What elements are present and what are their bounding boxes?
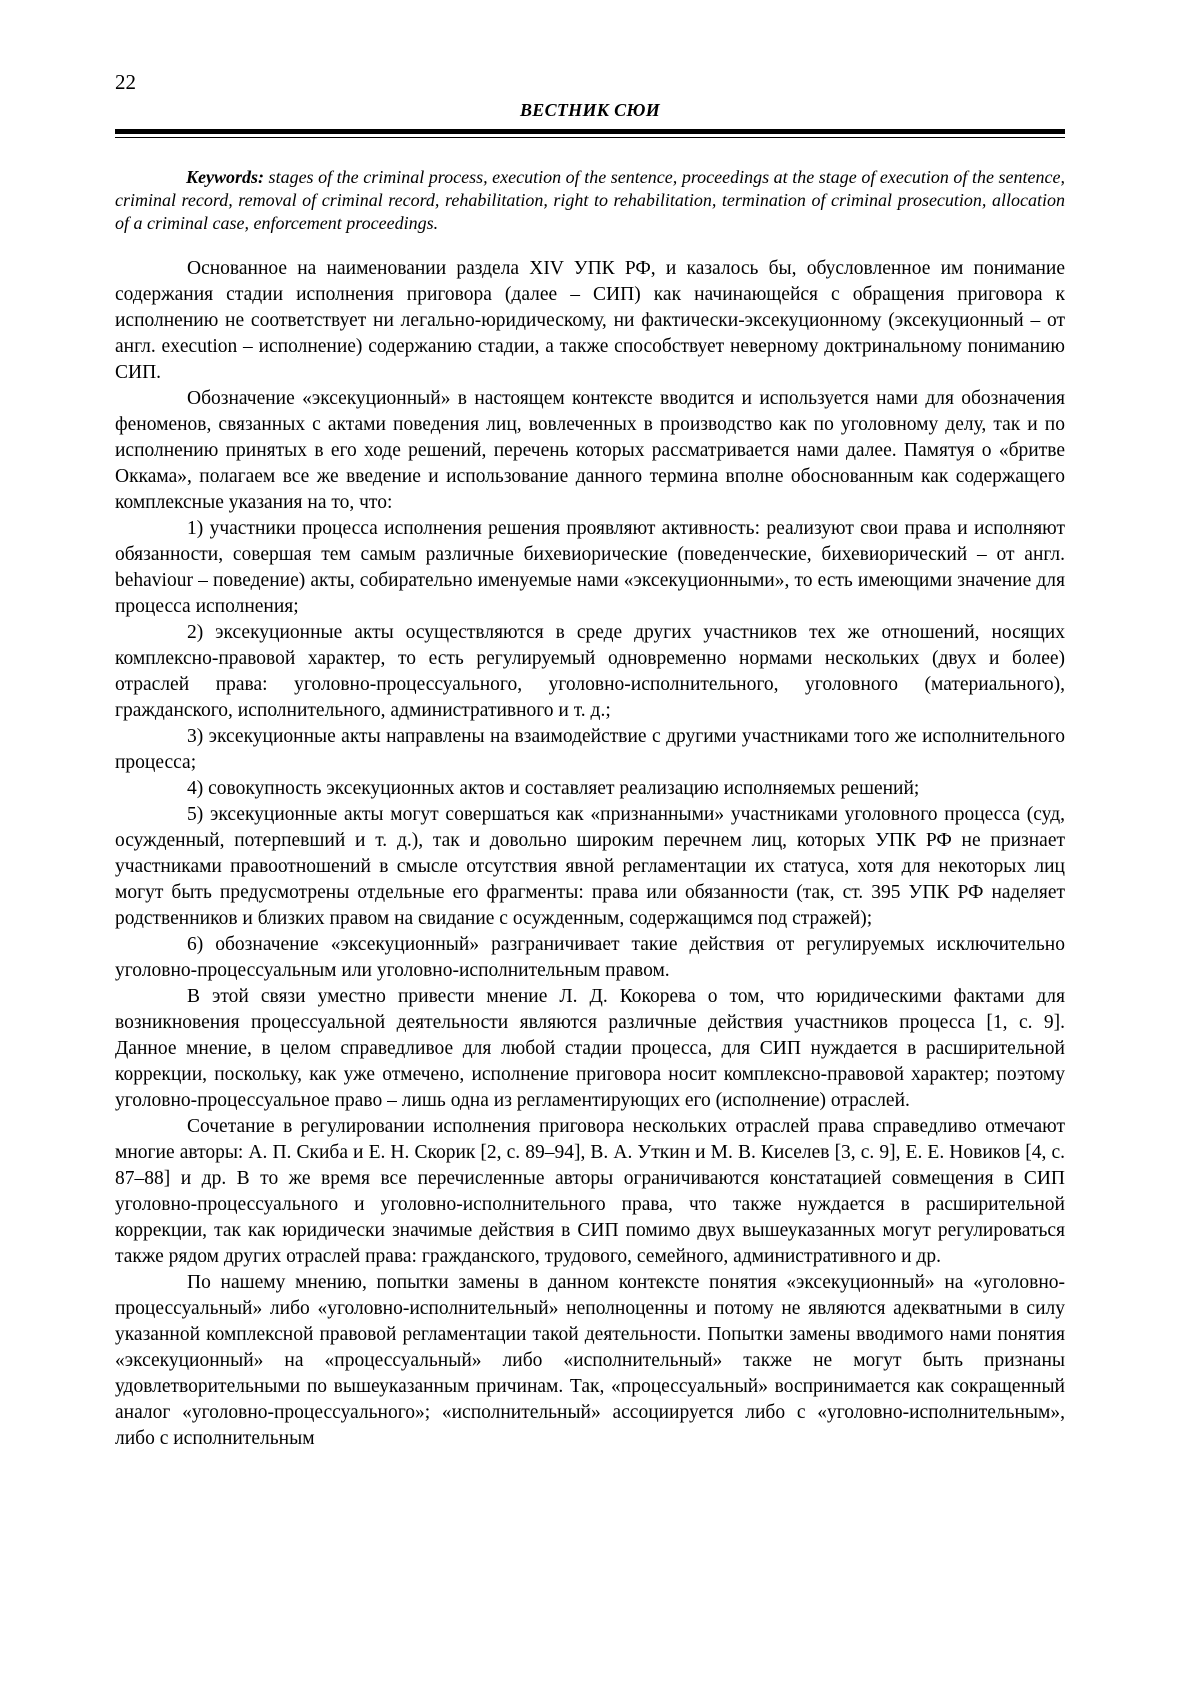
paragraph: 4) совокупность эксекуционных актов и составляет реализацию исполняемых решений; xyxy=(187,778,920,799)
header-rule-thick xyxy=(115,129,1065,134)
paragraph: Сочетание в регулировании исполнения приговора нескольких отраслей права справедливо отмечают многие авторы: А. П. Скиба и Е. Н. Скорик [2, с. 89–94], В. А. Уткин и М. В. Киселев [3, с. 9], Е. Е. Новиков [4, с. 87–88] и др. В то же время все перечисленные авторы ограничиваются констатацией совмещения в СИП уголовно-процессуального и уголовно-исполнительного права, что также нуждается в расширительной коррекции, так как юридически значимые действия в СИП помимо двух вышеуказанных могут регулироваться также рядом других отраслей права: гражданского, трудового, семейного, административного и др. xyxy=(115,1116,1065,1267)
paragraph: 2) эксекуционные акты осуществляются в среде других участников тех же отношений, носящих комплексно-правовой характер, то есть регулируемый одновременно нормами нескольких (двух и более) отраслей права: уголовно-процессуального, уголовно-исполнительного, уголовного (материального), гражданского, исполнительного, административного и т. д.; xyxy=(115,622,1065,721)
paragraph: 5) эксекуционные акты могут совершаться как «признанными» участниками уголовного процесса (суд, осужденный, потерпевший и т. д.), так и довольно широким перечнем лиц, которых УПК РФ не признает участниками правоотношений в смысле отсутствия явной регламентации их статуса, хотя для некоторых лиц могут быть предусмотрены отдельные его фрагменты: права или обязанности (так, ст. 395 УПК РФ наделяет родственников и близких правом на свидание с осужденным, содержащимся под стражей); xyxy=(115,804,1065,929)
paragraph: По нашему мнению, попытки замены в данном контексте понятия «эксекуционный» на «уголовно-процессуальный» либо «уголовно-исполнительный» неполноценны и потому не являются адекватными в силу указанной комплексной правовой регламентации такой деятельности. Попытки замены вводимого нами понятия «эксекуционный» на «процессуальный» либо «исполнительный» также не могут быть признаны удовлетворительными по вышеуказанным причинам. Так, «процессуальный» воспринимается как сокращенный аналог «уголовно-процессуального»; «исполнительный» ассоциируется либо с «уголовно-исполнительным», либо с исполнительным xyxy=(115,1272,1065,1449)
paragraph: Основанное на наименовании раздела XIV УПК РФ, и казалось бы, обусловленное им понимание содержания стадии исполнения приговора (далее – СИП) как начинающейся с обращения приговора к исполнению не соответствует ни легально-юридическому, ни фактически-эксекуционному (эксекуционный – от англ. execution – исполнение) содержанию стадии, а также способствует неверному доктринальному пониманию СИП. xyxy=(115,258,1065,383)
keywords-text: stages of the criminal process, execution of the sentence, proceedings at the stage of execution of the sentence, criminal record, removal of criminal record, rehabilitation, right to rehabilitation, termination of criminal prosecution, allocation of a criminal case, enforcement proceedings. xyxy=(115,167,1065,233)
paragraph: В этой связи уместно привести мнение Л. Д. Кокорева о том, что юридическими фактами для возникновения процессуальной деятельности являются различные действия участников процесса [1, с. 9]. Данное мнение, в целом справедливое для любой стадии процесса, для СИП нуждается в расширительной коррекции, поскольку, как уже отмечено, исполнение приговора носит комплексно-правовой характер; поэтому уголовно-процессуальное право – лишь одна из регламентирующих его (исполнение) отраслей. xyxy=(115,986,1065,1111)
paragraph: 3) эксекуционные акты направлены на взаимодействие с другими участниками того же исполнительного процесса; xyxy=(115,726,1065,773)
journal-title: ВЕСТНИК СЮИ xyxy=(519,100,661,120)
paragraph: 6) обозначение «эксекуционный» разграничивает такие действия от регулируемых исключительно уголовно-процессуальным или уголовно-исполнительным правом. xyxy=(115,934,1065,981)
paragraph: 1) участники процесса исполнения решения проявляют активность: реализуют свои права и исполняют обязанности, совершая тем самым различные бихевиорические (поведенческие, бихевиорический – от англ. behaviour – поведение) акты, собирательно именуемые нами «эксекуционными», то есть имеющими значение для процесса исполнения; xyxy=(115,518,1065,617)
paragraph: Обозначение «эксекуционный» в настоящем контексте вводится и используется нами для обозначения феноменов, связанных с актами поведения лиц, вовлеченных в производство как по уголовному делу, так и по исполнению принятых в его ходе решений, перечень которых рассматривается нами далее. Памятуя о «бритве Оккама», полагаем все же введение и использование данного термина вполне обоснованным как содержащего комплексные указания на то, что: xyxy=(115,388,1065,513)
keywords-block xyxy=(115,166,1065,235)
header-rule-thin xyxy=(115,137,1065,138)
keywords-label: Keywords: xyxy=(186,167,264,187)
page-number: 22 xyxy=(115,70,136,94)
article-body xyxy=(115,256,1065,1452)
